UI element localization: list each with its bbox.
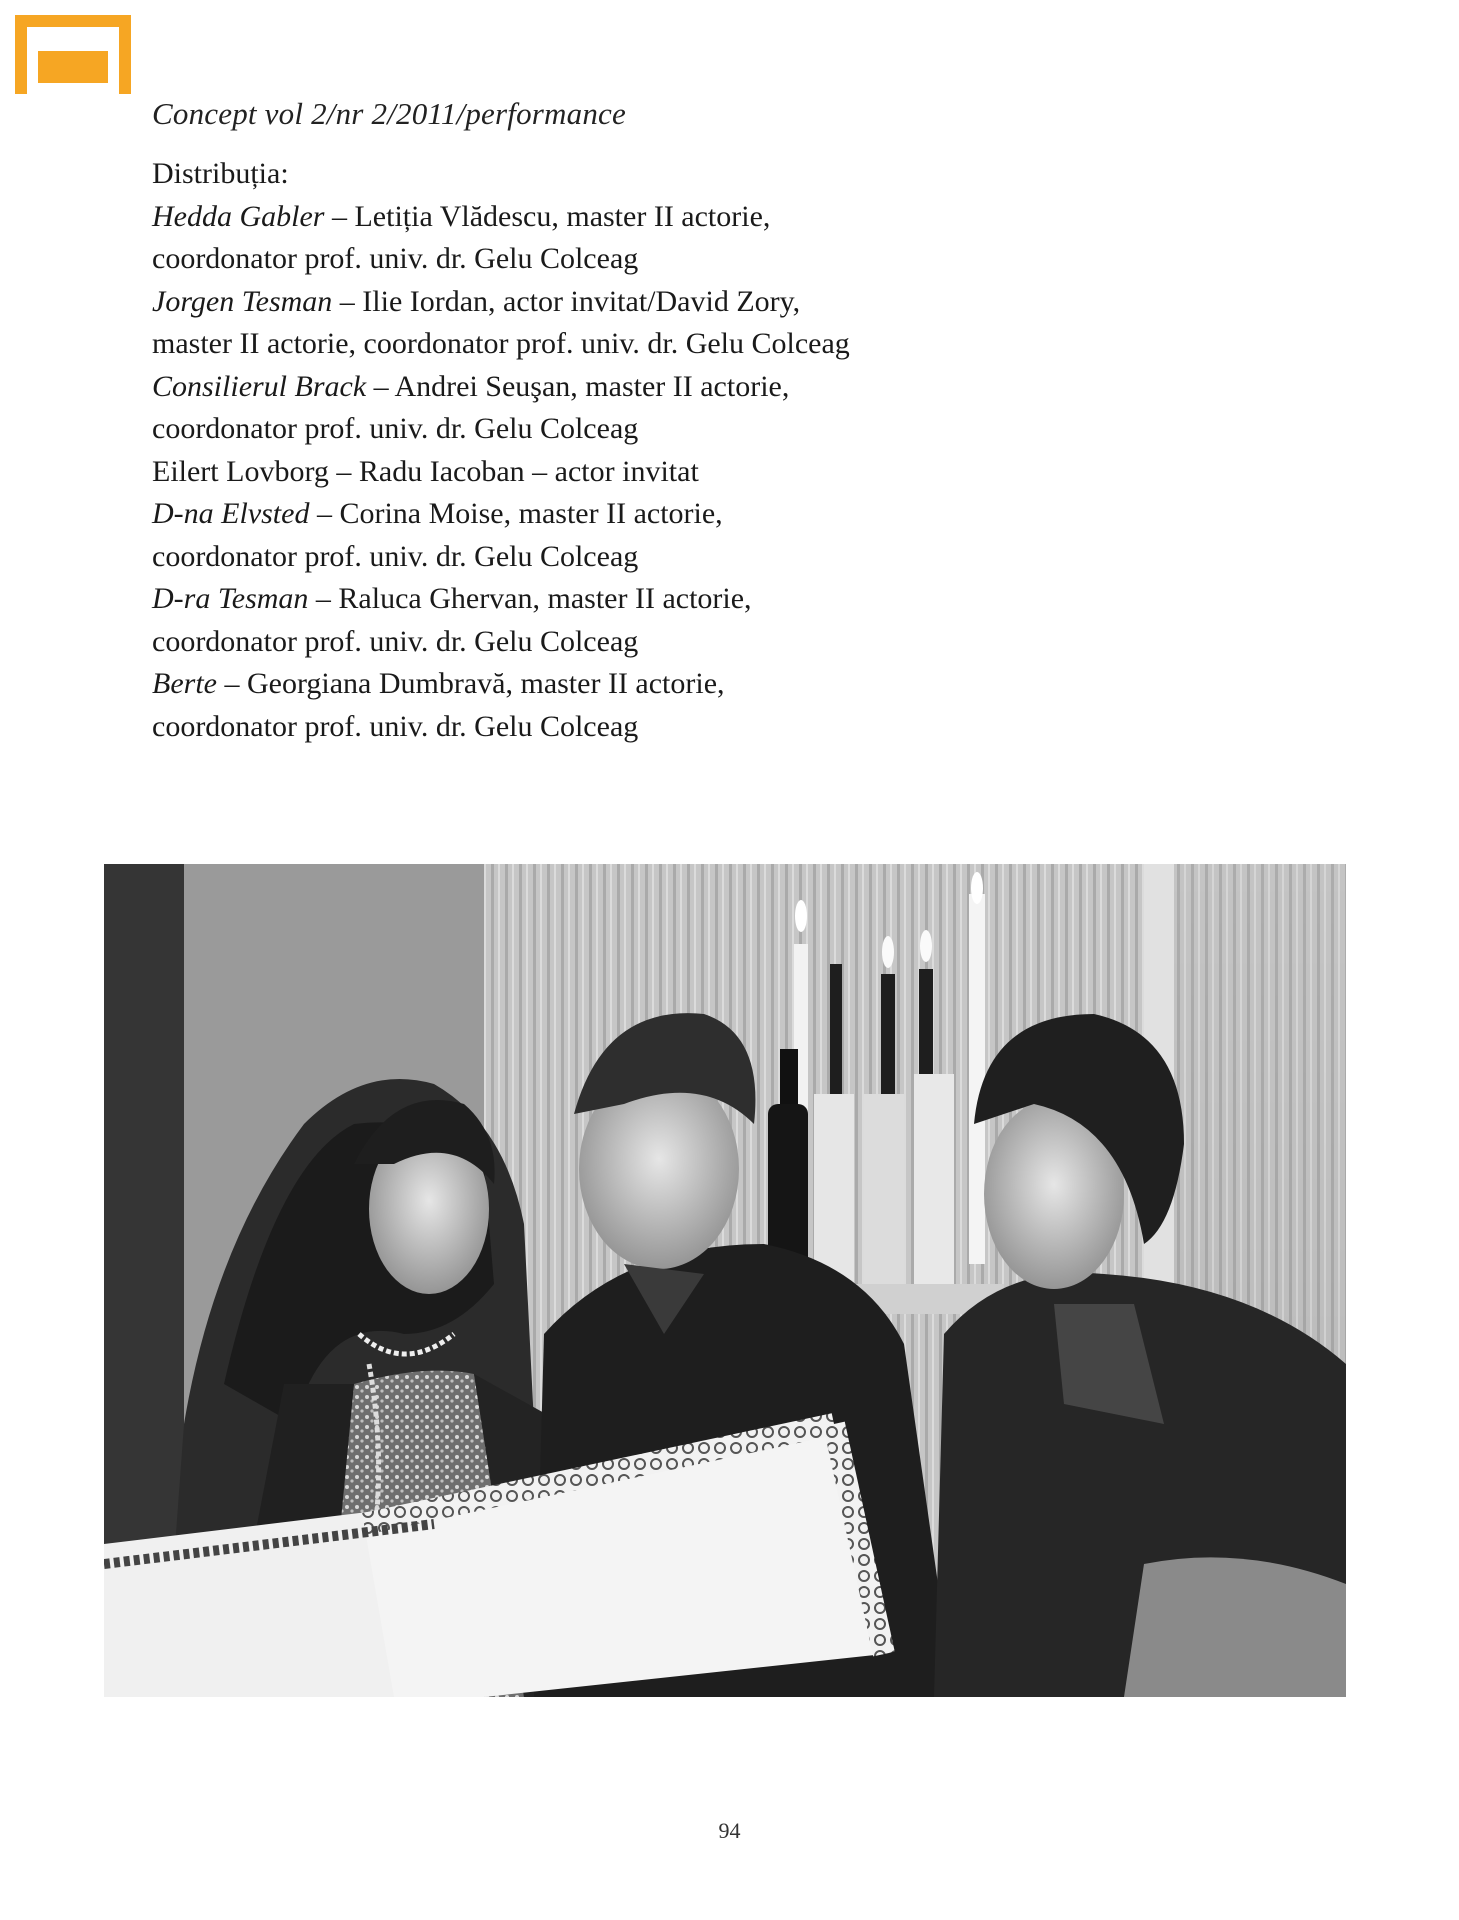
page-number: 94 xyxy=(718,1818,741,1843)
cast-text: – Corina Moise, master II actorie, xyxy=(309,497,723,530)
cast-text: coordonator prof. univ. dr. Gelu Colceag xyxy=(152,539,639,573)
cast-line xyxy=(152,238,1152,281)
cast-line xyxy=(152,536,1152,579)
cast-text: coordonator prof. univ. dr. Gelu Colceag xyxy=(152,412,639,445)
performance-photo xyxy=(104,864,1346,1697)
cast-line xyxy=(152,323,1152,366)
cast-role: Consilierul Brack xyxy=(152,369,367,403)
cast-line xyxy=(152,408,1152,451)
cast-text: Eilert Lovborg – Radu Iacoban – actor invitat xyxy=(152,454,699,488)
cast-role: Berte xyxy=(152,667,217,700)
cast-text: – Raluca Ghervan, master II actorie, xyxy=(308,582,752,615)
cast-list xyxy=(152,153,1152,748)
cast-line xyxy=(152,196,1152,239)
cast-text: coordonator prof. univ. dr. Gelu Colceag xyxy=(152,242,639,275)
cast-text: master II actorie, coordonator prof. univ. dr. Gelu Colceag xyxy=(152,327,850,360)
cast-line xyxy=(152,281,1152,324)
cast-text: coordonator prof. univ. dr. Gelu Colceag xyxy=(152,709,639,743)
cast-role: D-ra Tesman xyxy=(152,582,309,615)
cast-line xyxy=(152,493,1152,536)
cast-role: D-na Elvsted xyxy=(152,497,310,530)
cast-heading: Distribuția: xyxy=(152,157,289,190)
cast-line xyxy=(152,621,1152,664)
cast-role: Jorgen Tesman xyxy=(152,284,333,318)
cast-line xyxy=(152,578,1152,621)
cast-text: coordonator prof. univ. dr. Gelu Colceag xyxy=(152,624,639,658)
logo-block xyxy=(38,51,108,83)
cast-text: – Georgiana Dumbravă, master II actorie, xyxy=(216,667,725,700)
cast-text: – Ilie Iordan, actor invitat/David Zory, xyxy=(332,284,801,318)
cast-line xyxy=(152,366,1152,409)
cast-text: – Letiția Vlădescu, master II actorie, xyxy=(324,199,771,233)
running-header: Concept vol 2/nr 2/2011/performance xyxy=(152,96,626,131)
cast-text: – Andrei Seuşan, master II actorie, xyxy=(366,369,790,403)
cast-role: Hedda Gabler xyxy=(152,199,325,233)
cast-line xyxy=(152,663,1152,706)
journal-logo xyxy=(15,15,131,94)
cast-line xyxy=(152,706,1152,749)
cast-line xyxy=(152,451,1152,494)
